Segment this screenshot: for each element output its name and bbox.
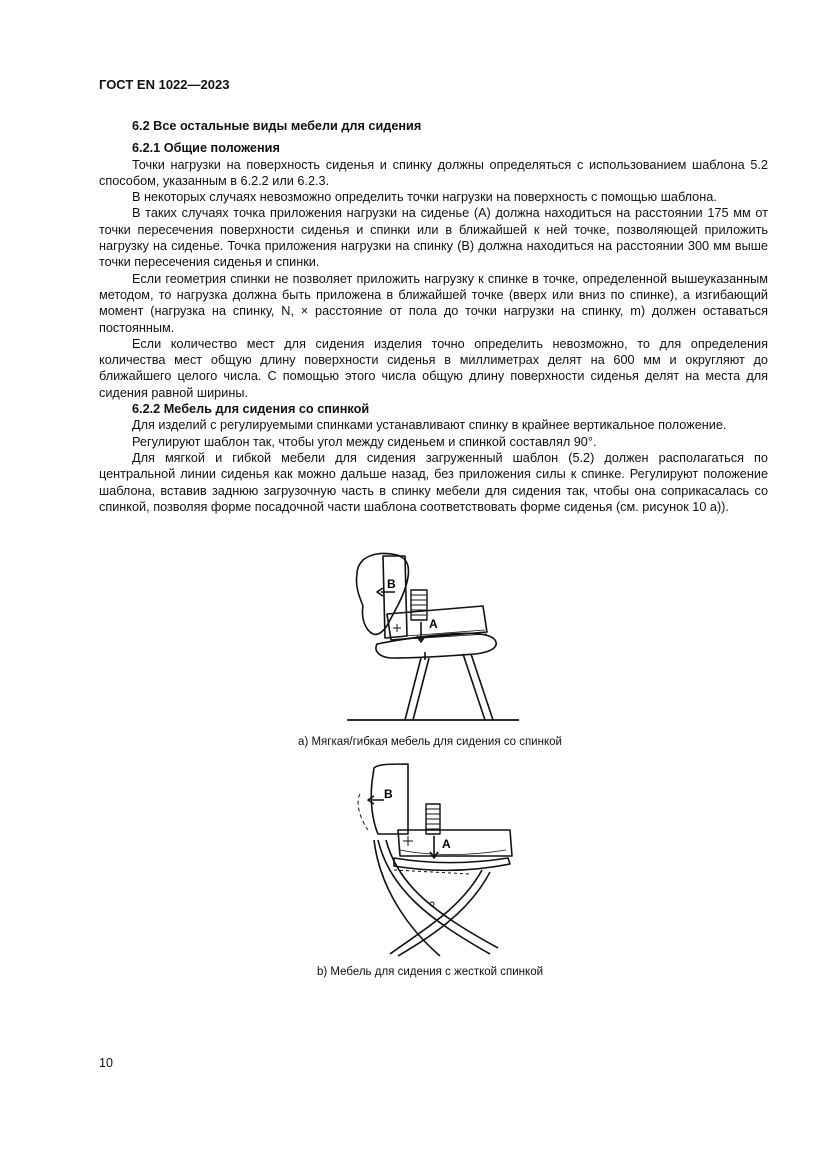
subsection-title-6-2-1: 6.2.1 Общие положения xyxy=(132,141,280,156)
label-a: A xyxy=(429,617,438,631)
label-b: B xyxy=(387,577,396,591)
figure-a-soft-chair xyxy=(345,548,525,726)
paragraph: В таких случаях точка приложения нагрузки на сиденье (А) должна находиться на расстоянии 175 мм от точки пересечения поверхности сиденья и спинки или в ближайшей к ней точке, позволяющей приложить нагрузку на сиденье. Точка приложения нагрузки на спинку (В) должна находиться на расстоянии 300 мм выше точки пересечения сиденья и спинки. xyxy=(99,206,768,270)
paragraph: Для мягкой и гибкой мебели для сидения загруженный шаблон (5.2) должен располагаться по центральной линии сиденья как можно дальше назад, без приложения силы к спинке. Регулируют положение шаблона, вставив заднюю загрузочную часть в спинку мебели для сидения так, чтобы она соприкасалась со спинкой, позволяя форме посадочной части шаблона соответствовать форме сиденья (см. рисунок 10 а)). xyxy=(99,450,768,514)
paragraph: Если геометрия спинки не позволяет приложить нагрузку к спинке в точке, определенной вышеуказанным методом, то нагрузка должна быть приложена в ближайшей точке (вверх или вниз по спинке), а изгибающий момент (нагрузка на спинку, N, × расстояние от пола до точки нагрузки на спинку, m) должен оставаться постоянным. xyxy=(99,271,768,335)
load-weight-lines xyxy=(426,809,440,829)
figure-a-caption: а) Мягкая/гибкая мебель для сидения со спинкой xyxy=(298,736,562,748)
document-code: ГОСТ EN 1022—2023 xyxy=(99,77,230,92)
chair-legs xyxy=(405,652,493,720)
chair-cross-legs xyxy=(374,840,498,956)
page-number: 10 xyxy=(99,1056,113,1070)
figure-b-caption: b) Мебель для сидения с жесткой спинкой xyxy=(316,966,544,978)
paragraph: Регулируют шаблон так, чтобы угол между сиденьем и спинкой составлял 90°. xyxy=(132,434,597,449)
section-title: 6.2 Все остальные виды мебели для сидения xyxy=(132,119,422,133)
paragraph: В некоторых случаях невозможно определить точки нагрузки на поверхность с помощью шаблона. xyxy=(132,190,717,205)
figure-b-rigid-chair xyxy=(350,760,520,960)
seat-hatch xyxy=(400,850,506,855)
label-b: B xyxy=(384,787,393,801)
arrow-a xyxy=(417,622,425,642)
subsection-title-6-2-2: 6.2.2 Мебель для сидения со спинкой xyxy=(132,402,370,417)
paragraph: Если количество мест для сидения изделия точно определить невозможно, то для определения количества мест общую длину поверхности сиденья в миллиметрах делят на 600 мм и округляют до ближайшего целого числа. С помощью этого числа общую длину поверхности сиденья делят на места для сидения равной ширины. xyxy=(99,336,768,400)
label-a: A xyxy=(442,837,451,851)
back-dashed-frame xyxy=(358,794,368,830)
arrow-b xyxy=(368,796,384,804)
arrow-a xyxy=(430,836,438,858)
main-text xyxy=(99,118,768,515)
chair-seat xyxy=(394,858,510,870)
cross-mark xyxy=(393,624,401,632)
cross-mark xyxy=(403,836,413,846)
paragraph: Точки нагрузки на поверхность сиденья и спинку должны определяться с использованием шаблона 5.2 способом, указанным в 6.2.2 или 6.2.3. xyxy=(99,157,768,188)
paragraph: Для изделий с регулируемыми спинками устанавливают спинку в крайнее вертикальное положение. xyxy=(132,418,727,433)
